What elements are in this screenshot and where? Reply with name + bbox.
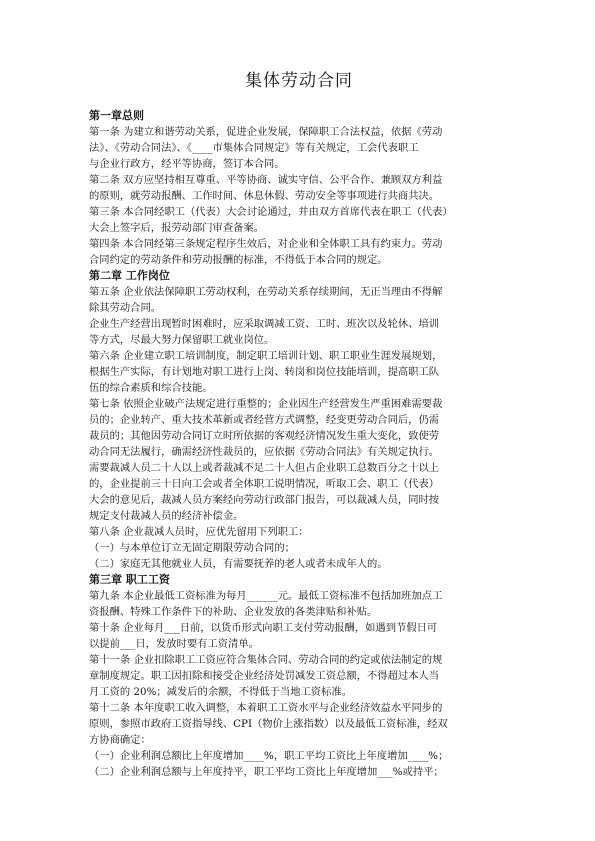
paragraph xyxy=(89,764,509,780)
text-line: 第六条 企业建立职工培训制度，制定职工培训计划、职工职业生涯发展规划， xyxy=(89,350,443,362)
text-line: 第二条 双方应坚持相互尊重、平等协商、诚实守信、公平合作、兼顾双方利益 xyxy=(89,174,443,186)
paragraph xyxy=(89,204,509,236)
text-line: 企业生产经营出现暂时困难时，应采取调减工资、工时、班次以及轮休、培训 xyxy=(89,318,440,330)
document-body xyxy=(89,108,509,780)
text-line: 大会上签字后，报劳动部门审查备案。 xyxy=(89,222,265,234)
text-line: 法》、《劳动合同法》、《____市集体合同规定》等有关规定，工会代表职工 xyxy=(89,142,419,154)
paragraph xyxy=(89,396,509,460)
paragraph xyxy=(89,316,509,348)
text-line: 原则，参照市政府工资指导线、CPI（物价上涨指数）以及最低工资标准，经双 xyxy=(89,718,448,730)
paragraph xyxy=(89,700,509,748)
text-line: 资报酬、特殊工作条件下的补助、企业发放的各类津贴和补贴。 xyxy=(89,606,378,618)
paragraph xyxy=(89,236,509,268)
paragraph xyxy=(89,652,509,700)
document-title: 集体劳动合同 xyxy=(245,71,353,91)
text-line: （二）企业利润总额与上年度持平，职工平均工资比上年度增加___%或持平； xyxy=(89,766,444,778)
paragraph xyxy=(89,284,509,316)
text-line: 第五条 企业依法保障职工劳动权利，在劳动关系存续期间，无正当理由不得解 xyxy=(89,286,443,298)
text-line: 第八条 企业裁减人员时，应优先留用下列职工： xyxy=(89,526,309,538)
text-line: （二）家庭无其他就业人员，有需要抚养的老人或者未成年人的。 xyxy=(89,558,388,570)
paragraph xyxy=(89,348,509,396)
section-heading: 第二章 工作岗位 xyxy=(89,269,170,282)
paragraph xyxy=(89,172,509,204)
paragraph xyxy=(89,588,509,620)
text-line: 方协商确定： xyxy=(89,734,151,746)
text-line: 月工资的 20%；减发后的余额，不得低于当地工资标准。 xyxy=(89,686,352,698)
text-line: （一）与本单位订立无固定期限劳动合同的； xyxy=(89,542,295,554)
text-line: 根据生产实际，有计划地对职工进行上岗、转岗和岗位技能培训，提高职工队 xyxy=(89,366,440,378)
paragraph xyxy=(89,620,509,652)
text-line: 裁员的；其他因劳动合同订立时所依据的客观经济情况发生重大变化，致使劳 xyxy=(89,430,440,442)
text-line: 动合同无法履行，确需经济性裁员的，应依据《劳动合同法》有关规定执行。 xyxy=(89,446,440,458)
text-line: 第一条 为建立和谐劳动关系，促进企业发展，保障职工合法权益，依据《劳动 xyxy=(89,126,443,138)
text-line: 第七条 依照企业破产法规定进行重整的；企业因生产经营发生严重困难需要裁 xyxy=(89,398,443,410)
text-line: 第十条 企业每月___日前，以货币形式向职工支付劳动报酬，如遇到节假日可 xyxy=(89,622,438,634)
text-line: 第四条 本合同经第三条规定程序生效后，对企业和全体职工具有约束力。劳动 xyxy=(89,238,443,250)
text-line: 以提前___日，发放时要有工资清单。 xyxy=(89,638,259,650)
paragraph xyxy=(89,748,509,764)
text-line: 除其劳动合同。 xyxy=(89,302,162,314)
text-line: 需要裁减人员二十人以上或者裁减不足二十人但占企业职工总数百分之十以上 xyxy=(89,462,440,474)
text-line: （一）企业利润总额比上年度增加____%，职工平均工资比上年度增加____%； xyxy=(89,750,449,762)
paragraph xyxy=(89,556,509,572)
text-line: 大会的意见后，裁减人员方案经向劳动行政部门报告，可以裁减人员，同时按 xyxy=(89,494,440,506)
paragraph xyxy=(89,124,509,172)
text-line: 等方式，尽最大努力保留职工就业岗位。 xyxy=(89,334,275,346)
paragraph xyxy=(89,524,509,540)
text-line: 员的；企业转产、重大技术革新或者经营方式调整，经变更劳动合同后，仍需 xyxy=(89,414,440,426)
text-line: 与企业行政方，经平等协商，签订本合同。 xyxy=(89,158,285,170)
text-line: 第十二条 本年度职工收入调整，本着职工工资水平与企业经济效益水平同步的 xyxy=(89,702,443,714)
text-line: 的，企业提前三十日向工会或者全体职工说明情况，听取工会、职工（代表） xyxy=(89,478,440,490)
section-heading: 第一章总则 xyxy=(89,109,144,122)
text-line: 第十一条 企业扣除职工工资应符合集体合同、劳动合同的约定或依法制定的规 xyxy=(89,654,443,666)
text-line: 伍的综合素质和综合技能。 xyxy=(89,382,213,394)
section-heading: 第三章 职工工资 xyxy=(89,573,170,586)
text-line: 合同约定的劳动条件和劳动报酬的标准，不得低于本合同的规定。 xyxy=(89,254,388,266)
text-line: 规定支付裁减人员的经济补偿金。 xyxy=(89,510,244,522)
paragraph xyxy=(89,460,509,524)
text-line: 第三条 本合同经职工（代表）大会讨论通过，并由双方首席代表在职工（代表） xyxy=(89,206,453,218)
paragraph xyxy=(89,540,509,556)
text-line: 第九条 本企业最低工资标准为每月______元。最低工资标准不包括加班加点工 xyxy=(89,590,443,602)
text-line: 章制度规定。职工因扣除和接受企业经济处罚减发工资总额，不得超过本人当 xyxy=(89,670,440,682)
text-line: 的原则，就劳动报酬、工作时间、休息休假、劳动安全等事项进行共商共决。 xyxy=(89,190,440,202)
